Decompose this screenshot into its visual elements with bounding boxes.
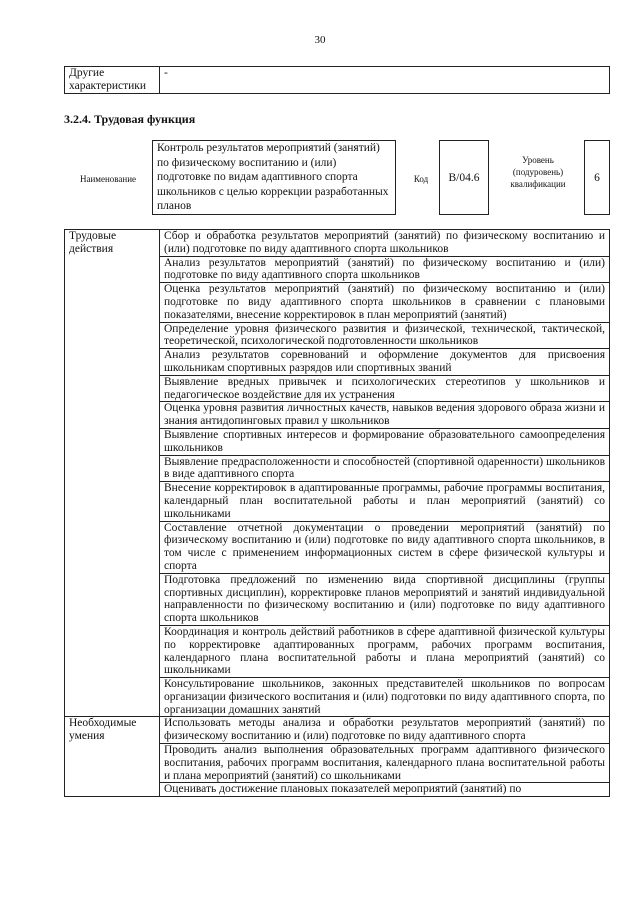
section-title: 3.2.4. Трудовая функция (64, 112, 196, 126)
qualification-level-label-line: квалификации (510, 179, 566, 189)
labor-actions-item: Консультирование школьников, законных представителей школьников по вопросам организации физического воспитания и (или) подготовки по виду адаптивного спорта, по организации домашних занятий (160, 678, 610, 717)
qualification-level-label-line: Уровень (522, 155, 554, 165)
function-name-label: Наименование (79, 174, 137, 184)
labor-actions-label: Трудовые действия (65, 230, 160, 717)
function-header (64, 140, 610, 218)
labor-actions-item: Оценка уровня развития личностных качеств, навыков ведения здорового образа жизни и знания антидопинговых правил у школьников (160, 402, 610, 429)
function-name: Контроль результатов мероприятий (занятий) по физическому воспитанию и (или) подготовке по видам адаптивного спорта школьников с целью коррекции разработанных планов (152, 140, 396, 215)
other-characteristics-value: - (160, 67, 610, 94)
labor-actions-item: Анализ результатов мероприятий (занятий) по физическому воспитанию и (или) подготовке по виду адаптивного спорта школьников (160, 256, 610, 283)
labor-actions-item: Определение уровня физического развития и физической, технической, тактической, теоретической, психологической подготовленности школьников (160, 322, 610, 349)
labor-actions-item: Сбор и обработка результатов мероприятий (занятий) по физическому воспитанию и (или) подготовке по виду адаптивного спорта школьников (160, 230, 610, 257)
function-details-table (64, 229, 610, 797)
labor-actions-item: Анализ результатов соревнований и оформление документов для присвоения школьникам спортивных разрядов или спортивных званий (160, 349, 610, 376)
labor-actions-item: Подготовка предложений по изменению вида спортивной дисциплины (группы спортивных дисциплин), корректировке планов мероприятий и занятий индивидуальной направленности по физическому воспитанию и (или) подготовке по виду адаптивного спорта школьников (160, 573, 610, 625)
labor-actions-item: Внесение корректировок в адаптированные программы, рабочие программы воспитания, календарный план воспитательной работы и план мероприятий (занятий) со школьниками (160, 482, 610, 521)
labor-actions-item: Составление отчетной документации о проведении мероприятий (занятий) по физическому воспитанию и (или) подготовке по виду адаптивного спорта школьников, в том числе с применением информационных систем в сфере физической культуры и спорта (160, 521, 610, 573)
labor-actions-item: Выявление спортивных интересов и формирование образовательного самоопределения школьников (160, 428, 610, 455)
required-skills-label: Необходимые умения (65, 717, 160, 797)
labor-actions-item: Выявление предрасположенности и способностей (спортивной одаренности) школьников в виде адаптивного спорта (160, 455, 610, 482)
required-skills-item: Проводить анализ выполнения образовательных программ адаптивного физического воспитания, рабочих программ воспитания, календарного плана воспитательной работы и плана мероприятий (занятий) со школьниками (160, 744, 610, 783)
table-row (65, 67, 610, 94)
qualification-level-label-line: (подуровень) (512, 167, 564, 177)
required-skills-item: Использовать методы анализа и обработки результатов мероприятий (занятий) по физическому воспитанию и (или) подготовке по виду адаптивного спорта (160, 717, 610, 744)
qualification-level-label (496, 154, 580, 190)
other-characteristics-table (64, 66, 610, 94)
required-skills-item: Оценивать достижение плановых показателей мероприятий (занятий) по (160, 783, 610, 797)
table-row (65, 230, 610, 257)
labor-actions-item: Выявление вредных привычек и психологических стереотипов у школьников и педагогическое воздействие для их устранения (160, 375, 610, 402)
page-number: 30 (314, 34, 326, 46)
labor-actions-item: Оценка результатов мероприятий (занятий) по физическому воспитанию и (или) подготовке по виду адаптивного спорта школьников в сравнении с плановыми показателями, внесение корректировок в план мероприятий (занятий) (160, 283, 610, 322)
other-characteristics-label: Другие характеристики (65, 67, 160, 94)
function-code-label: Код (413, 174, 429, 184)
labor-actions-item: Координация и контроль действий работников в сфере адаптивной физической культуры по корректировке адаптированных программ, рабочих программ воспитания, календарного плана воспитательной работы и плана мероприятий (занятий) со школьниками (160, 625, 610, 677)
qualification-level: 6 (584, 140, 610, 215)
table-row (65, 717, 610, 744)
function-code: B/04.6 (439, 140, 489, 215)
